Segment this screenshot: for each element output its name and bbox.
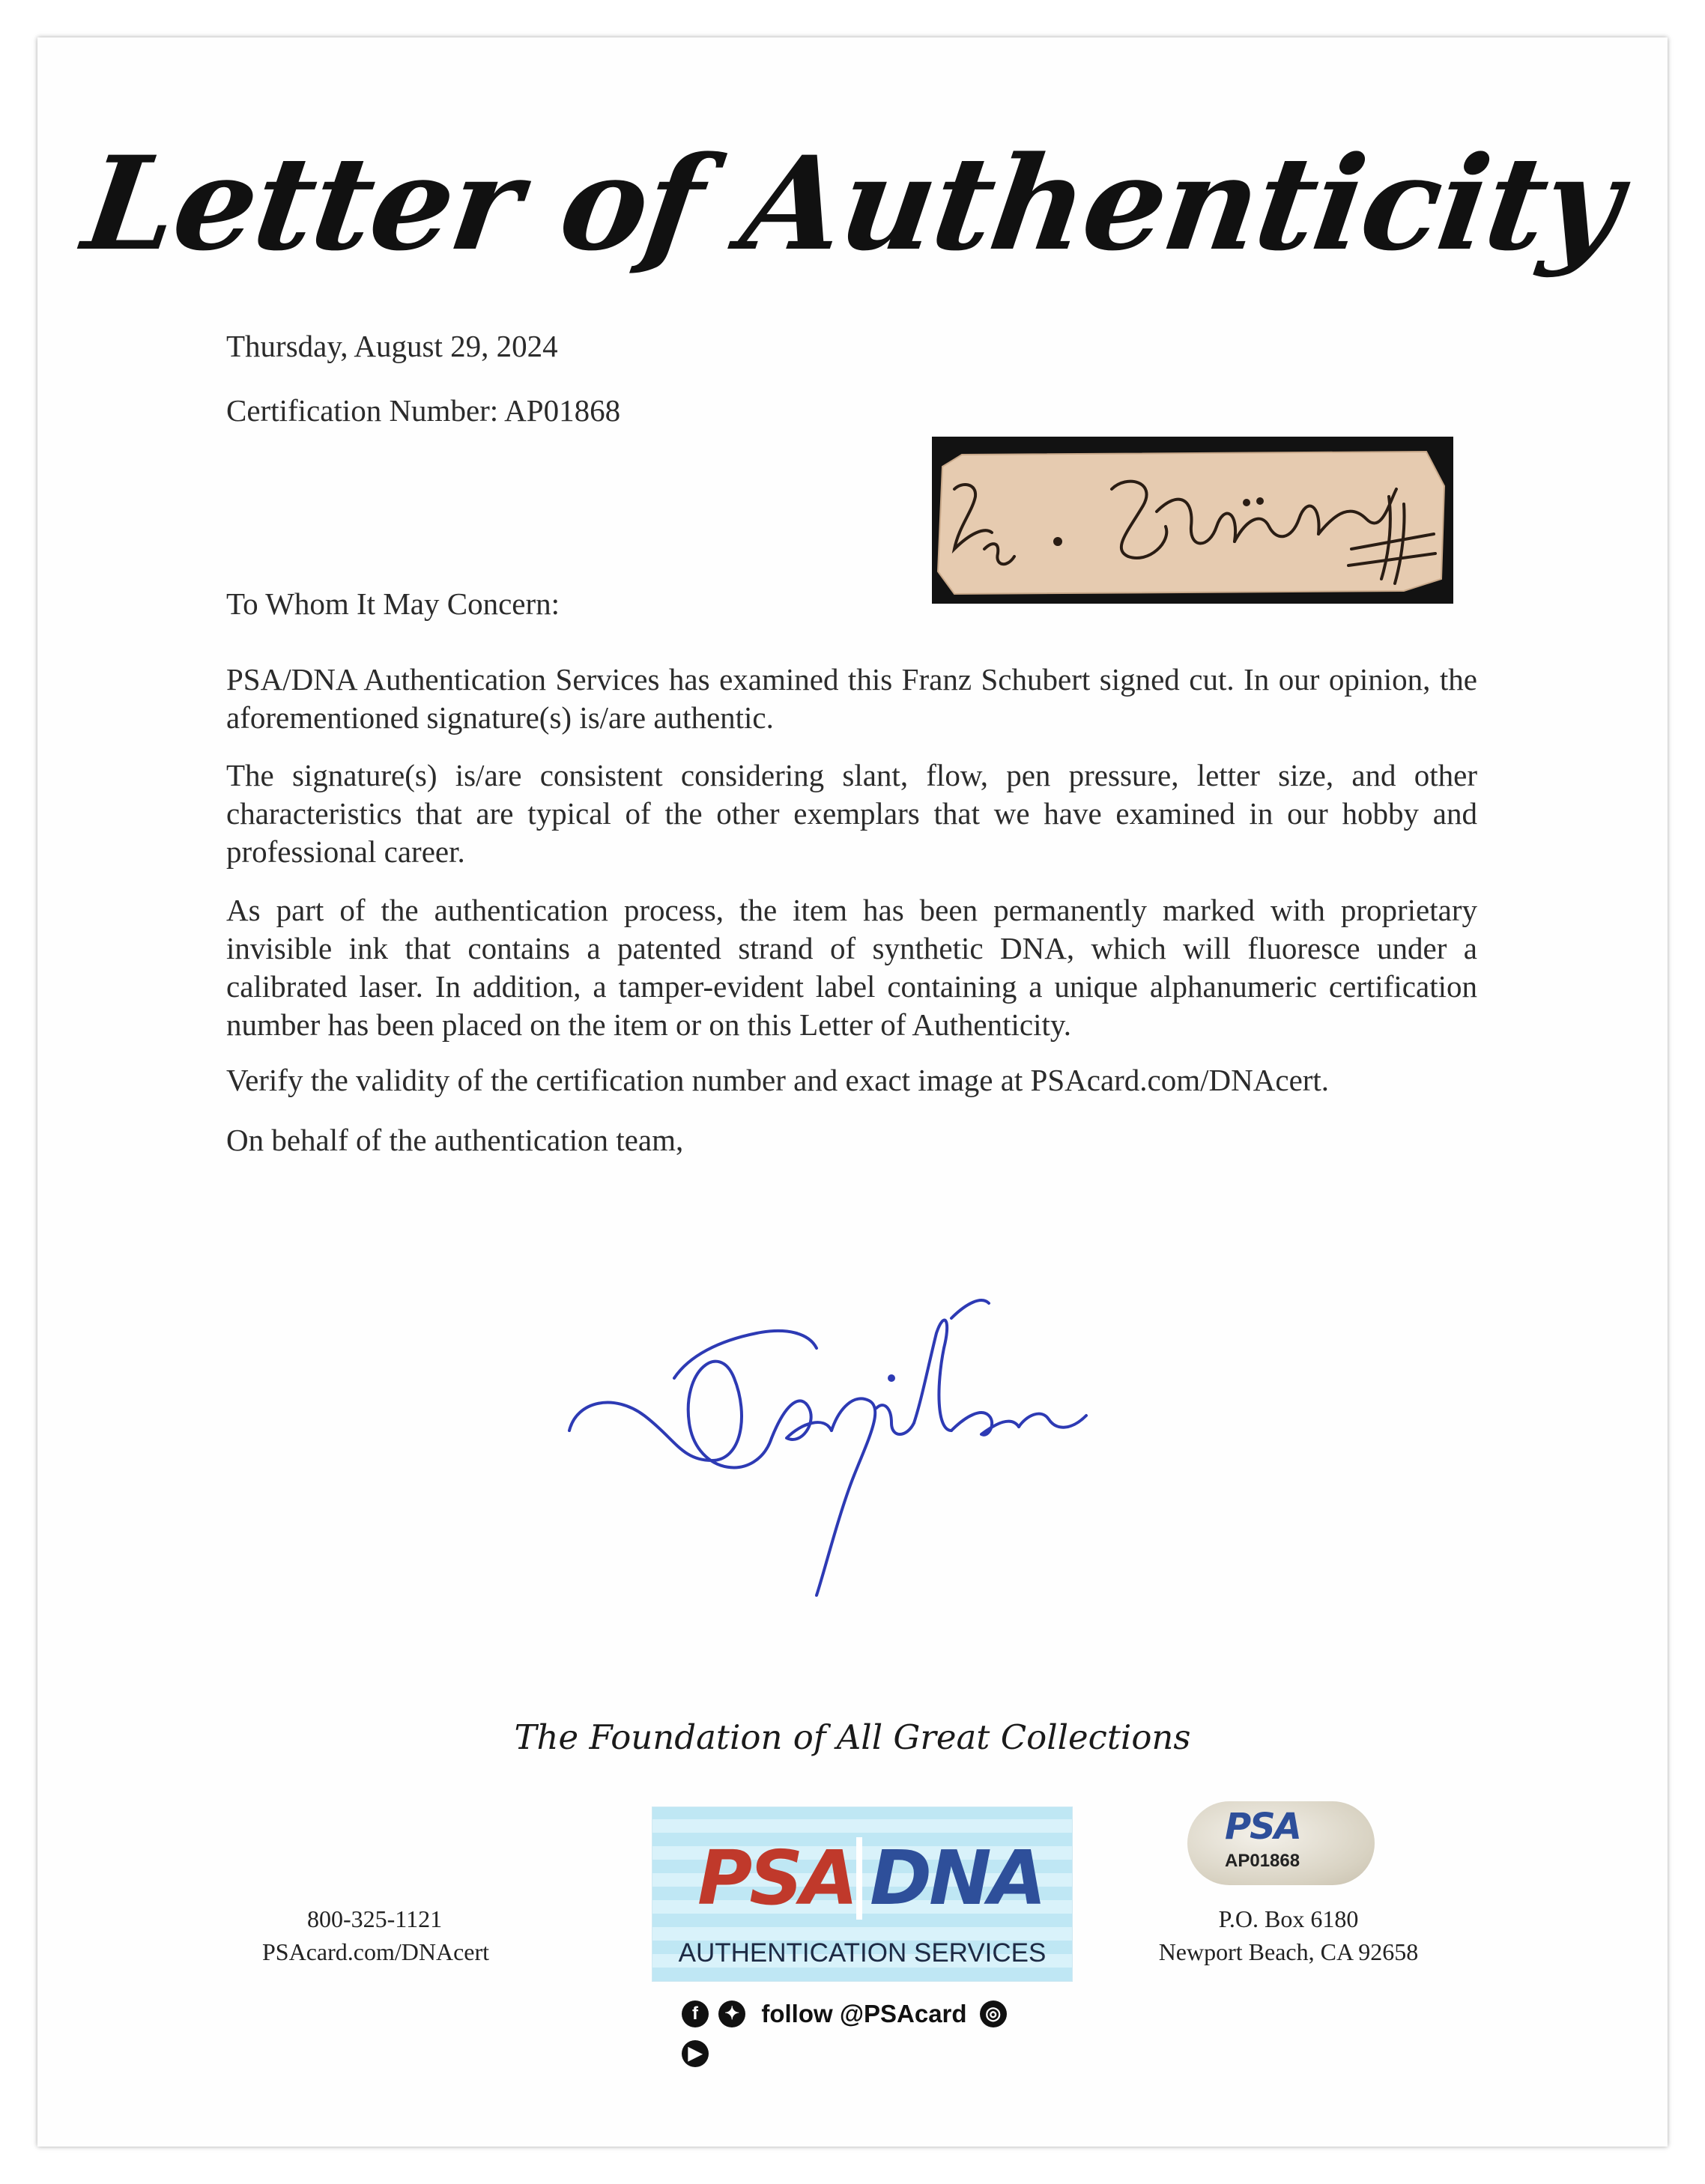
hologram-brand: PSA <box>1225 1806 1300 1848</box>
signed-cut-image <box>932 437 1453 604</box>
website-link[interactable]: PSAcard.com/DNAcert <box>262 1938 490 1965</box>
logo-subtitle: AUTHENTICATION SERVICES <box>678 1938 1047 1968</box>
tagline: The Foundation of All Great Collections <box>514 1717 1191 1757</box>
paragraph-examination: PSA/DNA Authentication Services has examined this Franz Schubert signed cut. In our opinion, the aforementioned signature(s) is/are authentic. <box>226 662 1477 735</box>
social-follow <box>682 1994 1041 2063</box>
letter-date: Thursday, August 29, 2024 <box>226 329 558 363</box>
address-line-2: Newport Beach, CA 92658 <box>1158 1938 1419 1965</box>
hologram-number: AP01868 <box>1225 1851 1300 1871</box>
certification-number: Certification Number: AP01868 <box>226 393 621 428</box>
authenticator-signature <box>562 1288 1131 1603</box>
twitter-icon[interactable]: ✦ <box>718 2001 745 2027</box>
follow-handle[interactable]: follow @PSAcard <box>761 2000 967 2028</box>
psa-dna-logo <box>652 1807 1073 1982</box>
mailing-address <box>1139 1902 1438 1968</box>
greeting: To Whom It May Concern: <box>226 586 560 621</box>
paragraph-verify: Verify the validity of the certification number and exact image at PSAcard.com/DNAcert. <box>226 1063 1330 1097</box>
address-line-1: P.O. Box 6180 <box>1218 1905 1359 1932</box>
logo-psa-text: PSA <box>697 1834 855 1922</box>
logo-dna-text: DNA <box>870 1834 1044 1922</box>
paragraph-process: As part of the authentication process, the item has been permanently marked with proprietary invisible ink that contains a patented strand of synthetic DNA, which will fluoresce under a calibrated laser. In addition, a tamper-evident label containing a unique alphanumeric certification number has been placed on the item or on this Letter of Authenticity. <box>226 893 1477 1042</box>
instagram-icon[interactable]: ◎ <box>980 2001 1007 2027</box>
phone-number: 800-325-1121 <box>306 1905 443 1932</box>
paragraph-closing: On behalf of the authentication team, <box>226 1123 684 1157</box>
facebook-icon[interactable]: f <box>682 2001 709 2027</box>
paragraph-consistency: The signature(s) is/are consistent considering slant, flow, pen pressure, letter size, and other characteristics that are typical of the other exemplars that we have examined in our hobby and professional career. <box>226 758 1477 869</box>
psa-hologram-sticker <box>1187 1801 1375 1885</box>
logo-divider <box>856 1837 862 1920</box>
contact-info <box>262 1902 490 1968</box>
letter-sheet <box>37 37 1668 2147</box>
schubert-signature-cut <box>932 437 1453 604</box>
youtube-icon[interactable]: ▶ <box>682 2040 709 2067</box>
letter-title: Letter of Authenticity <box>75 127 1630 279</box>
